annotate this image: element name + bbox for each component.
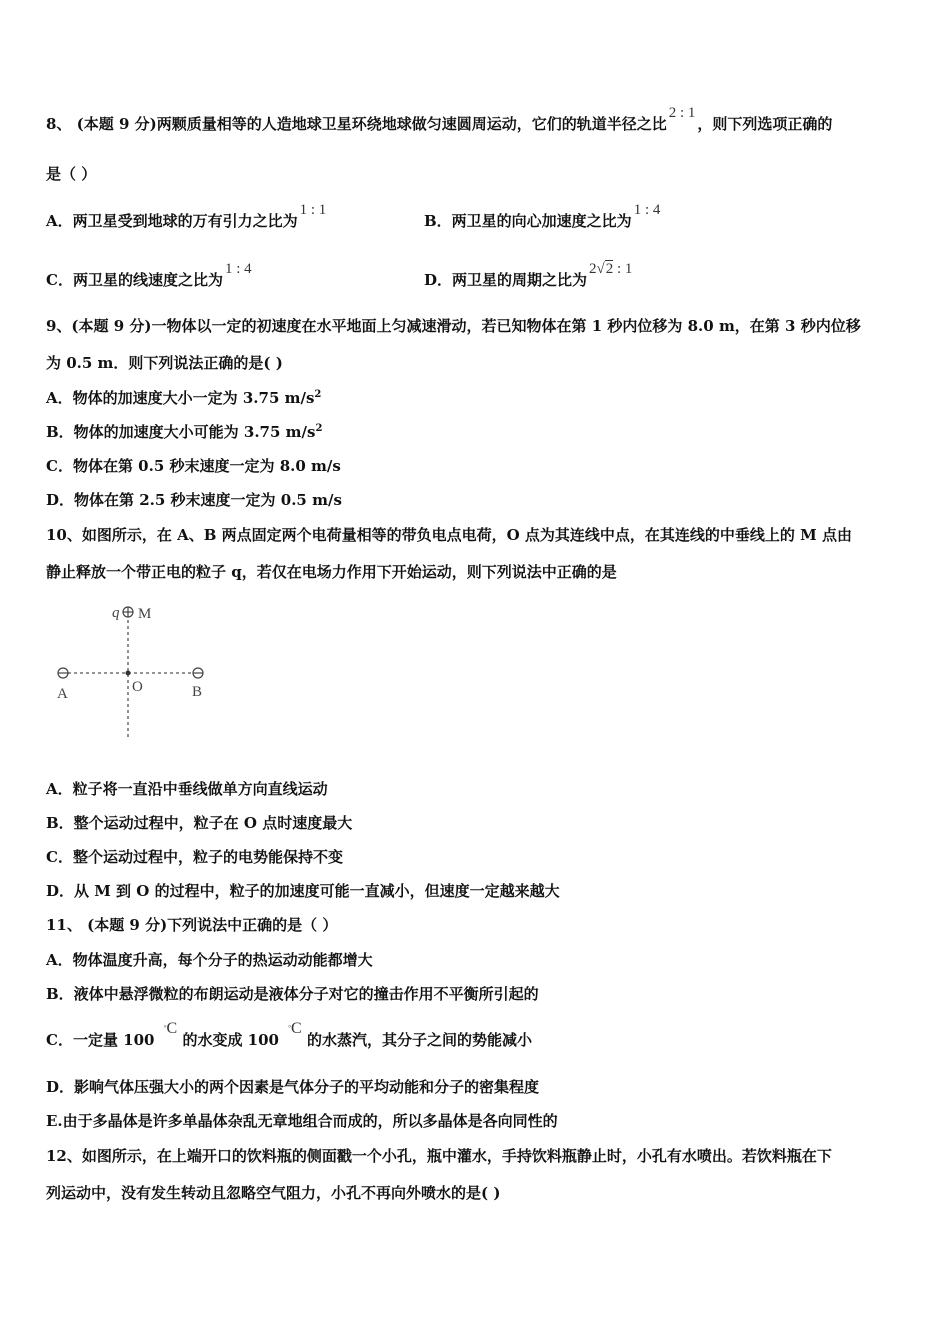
q11-option-a: A．物体温度升高，每个分子的热运动动能都增大	[46, 951, 373, 969]
q8-period-ratio: 2√2 : 1	[589, 261, 633, 277]
q8-option-row-1	[46, 202, 661, 232]
label-b: B	[192, 684, 203, 700]
q11-stem: 11、 (本题 9 分)下列说法中正确的是（ ）	[46, 916, 338, 934]
q9-stem: 9、(本题 9 分)一物体以一定的初速度在水平地面上匀减速滑动，若已知物体在第 1 秒内位移为 8.0 m，在第 3 秒内位移	[46, 317, 861, 335]
degree-celsius: °C	[163, 1020, 178, 1037]
q10-option-c: C．整个运动过程中，粒子的电势能保持不变	[46, 848, 343, 866]
q10-option-b: B．整个运动过程中，粒子在 O 点时速度最大	[46, 814, 353, 832]
q8-option-b: B．两卫星的向心加速度之比为1 : 4	[424, 202, 661, 230]
midpoint-o-dot	[126, 671, 131, 676]
q8-stem: 8、 (本题 9 分)两颗质量相等的人造地球卫星环绕地球做匀速圆周运动，它们的轨道半径之比2 : 1，则下列选项正确的	[46, 105, 833, 133]
q10-stem-cont: 静止释放一个带正电的粒子 q，若仅在电场力作用下开始运动，则下列说法中正确的是	[46, 563, 617, 581]
q10-option-d: D．从 M 到 O 的过程中，粒子的加速度可能一直减小，但速度一定越来越大	[46, 882, 560, 900]
q8-option-a: A．两卫星受到地球的万有引力之比为1 : 1	[46, 202, 327, 230]
q11-option-e: E.由于多晶体是许多单晶体杂乱无章地组合而成的，所以多晶体是各向同性的	[46, 1112, 558, 1130]
q9-stem-cont: 为 0.5 m．则下列说法正确的是( )	[46, 354, 283, 372]
q8-ratio: 2 : 1	[668, 105, 696, 121]
q9-option-a: A．物体的加速度大小一定为 3.75 $m/s^2$	[46, 389, 322, 407]
q8-option-d: D．两卫星的周期之比为2√2 : 1	[424, 261, 633, 289]
q8-option-c: C．两卫星的线速度之比为1 : 4	[46, 261, 252, 289]
q10-stem: 10、如图所示，在 A、B 两点固定两个电荷量相等的带负电点电荷，O 点为其连线中点，在其连线的中垂线上的 M 点由	[46, 526, 852, 544]
q12-stem-cont: 列运动中，没有发生转动且忽略空气阻力，小孔不再向外喷水的是( )	[46, 1184, 501, 1202]
label-m: M	[138, 606, 152, 622]
q9-option-d: D．物体在第 2.5 秒末速度一定为 0.5 m/s	[46, 491, 342, 509]
q9-option-c: C．物体在第 0.5 秒末速度一定为 8.0 m/s	[46, 457, 341, 475]
q8-stem-cont: 是（ ）	[46, 165, 97, 183]
q11-option-c: C．一定量 100 °C 的水变成 100 °C 的水蒸汽，其分子之间的势能减小	[46, 1020, 532, 1049]
label-q: q	[112, 605, 120, 621]
q11-option-d: D．影响气体压强大小的两个因素是气体分子的平均动能和分子的密集程度	[46, 1078, 540, 1096]
label-a: A	[57, 686, 68, 702]
degree-celsius: °C	[288, 1020, 302, 1037]
q8-option-row-2	[46, 261, 633, 291]
q9-option-b: B．物体的加速度大小可能为 3.75 $m/s^2$	[46, 423, 323, 441]
q10-option-a: A．粒子将一直沿中垂线做单方向直线运动	[46, 780, 328, 798]
q12-stem: 12、如图所示，在上端开口的饮料瓶的侧面戳一个小孔，瓶中灌水，手持饮料瓶静止时，小孔有水喷出。若饮料瓶在下	[46, 1147, 832, 1165]
q11-option-b: B．液体中悬浮微粒的布朗运动是液体分子对它的撞击作用不平衡所引起的	[46, 985, 539, 1003]
q10-figure	[46, 598, 226, 748]
label-o: O	[132, 679, 143, 695]
